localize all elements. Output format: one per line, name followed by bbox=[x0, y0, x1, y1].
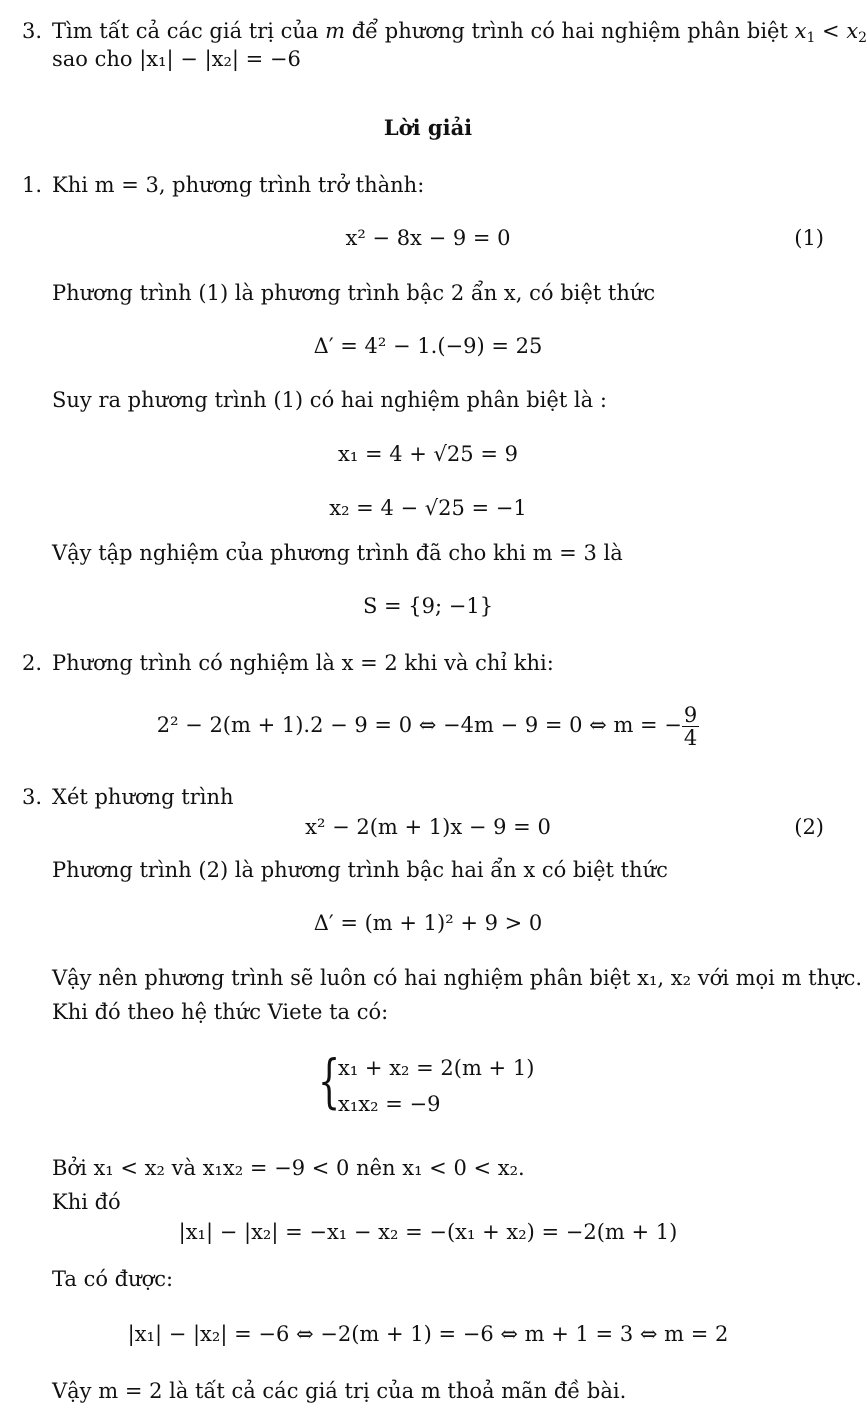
frac-numerator: 9 bbox=[683, 703, 698, 727]
part3-text4: Khi đó theo hệ thức Viete ta có: bbox=[52, 1000, 389, 1024]
part3-text3: Vậy nên phương trình sẽ luôn có hai nghiệm phân biệt x₁, x₂ với mọi m thực. bbox=[52, 966, 863, 990]
part1-text2: Phương trình (1) là phương trình bậc 2 ẩn x, có biệt thức bbox=[52, 281, 656, 305]
part1-equation-tag: (1) bbox=[794, 226, 824, 250]
solution-title: Lời giải bbox=[383, 115, 473, 140]
problem-3-number: 3. bbox=[22, 19, 43, 43]
part3-text5: Bởi x₁ < x₂ và x₁x₂ = −9 < 0 nên x₁ < 0 < x₂. bbox=[52, 1156, 525, 1180]
part3-text2: Phương trình (2) là phương trình bậc hai ẩn x có biệt thức bbox=[52, 858, 668, 882]
part1-equation: x² − 8x − 9 = 0 bbox=[345, 226, 511, 250]
part1-text4: Vậy tập nghiệm của phương trình đã cho khi m = 3 là bbox=[52, 541, 623, 565]
part1-root1: x₁ = 4 + √25 = 9 bbox=[338, 442, 518, 466]
part3-system-line2: x₁x₂ = −9 bbox=[338, 1092, 441, 1116]
part2-equation: 2² − 2(m + 1).2 − 9 = 0 ⇔ −4m − 9 = 0 ⇔ m = − $\frac{9}{4}$ bbox=[156, 703, 698, 750]
part3-text7: Ta có được: bbox=[52, 1267, 174, 1291]
part1-delta: Δ′ = 4² − 1.(−9) = 25 bbox=[313, 334, 543, 358]
problem-3-line2: sao cho |x₁| − |x₂| = −6 bbox=[52, 47, 301, 71]
part2-number: 2. bbox=[22, 651, 43, 675]
part3-equation2: |x₁| − |x₂| = −x₁ − x₂ = −(x₁ + x₂) = −2(m + 1) bbox=[178, 1220, 678, 1244]
part1-number: 1. bbox=[22, 173, 43, 197]
part1-text3: Suy ra phương trình (1) có hai nghiệm phân biệt là : bbox=[52, 388, 607, 412]
part1-intro: Khi m = 3, phương trình trở thành: bbox=[52, 173, 425, 197]
system-brace: { bbox=[318, 1047, 341, 1115]
part3-system-line1: x₁ + x₂ = 2(m + 1) bbox=[338, 1056, 535, 1080]
part2-intro: Phương trình có nghiệm là x = 2 khi và chỉ khi: bbox=[52, 651, 554, 675]
part3-delta: Δ′ = (m + 1)² + 9 > 0 bbox=[313, 911, 543, 935]
part3-equation3: |x₁| − |x₂| = −6 ⇔ −2(m + 1) = −6 ⇔ m + 1 = 3 ⇔ m = 2 bbox=[127, 1322, 729, 1346]
frac-denominator: 4 bbox=[683, 726, 698, 750]
problem-3-line1: Tìm tất cả các giá trị của m để phương trình có hai nghiệm phân biệt $x_1 < x_2$ bbox=[52, 19, 867, 46]
part3-equation: x² − 2(m + 1)x − 9 = 0 bbox=[305, 815, 551, 839]
part3-conclusion: Vậy m = 2 là tất cả các giá trị của m thoả mãn đề bài. bbox=[52, 1379, 627, 1403]
part3-text6: Khi đó bbox=[52, 1190, 121, 1214]
part3-number: 3. bbox=[22, 785, 43, 809]
part1-root2: x₂ = 4 − √25 = −1 bbox=[329, 496, 527, 520]
part3-intro: Xét phương trình bbox=[52, 785, 234, 809]
part3-equation-tag: (2) bbox=[794, 815, 824, 839]
part1-set: S = {9; −1} bbox=[362, 594, 494, 618]
